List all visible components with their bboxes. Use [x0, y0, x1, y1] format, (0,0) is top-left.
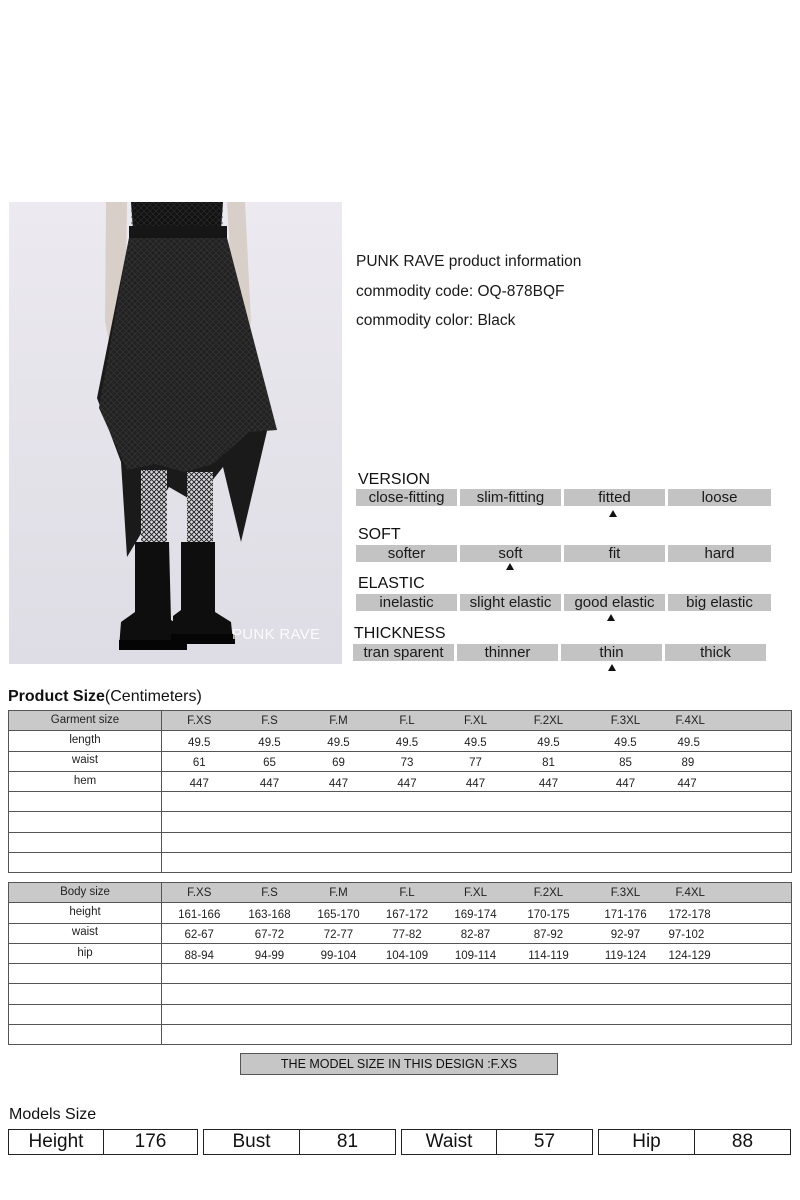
model-hip-label: Hip	[599, 1130, 695, 1154]
commodity-color-value: Black	[477, 312, 516, 329]
body-row-label: hip	[9, 943, 162, 963]
table-cell: 49.5	[512, 731, 586, 751]
table-row	[9, 943, 792, 963]
soft-option-fit: fit	[564, 545, 665, 562]
photo-watermark: PUNK RAVE	[232, 626, 321, 643]
table-cell: 49.5	[237, 731, 303, 751]
elastic-option-inelastic: inelastic	[356, 594, 457, 611]
empty-table-row	[9, 832, 792, 852]
table-cell: 99-104	[303, 943, 375, 963]
table-cell: 114-119	[512, 943, 586, 963]
model-bust-value: 81	[336, 1131, 359, 1152]
garment-row-label: hem	[9, 771, 162, 791]
commodity-code-value: OQ-878BQF	[477, 282, 565, 300]
table-cell: 447	[162, 771, 237, 791]
garment-size-col: F.M	[303, 711, 375, 731]
garment-header-row	[9, 711, 792, 731]
version-selected-marker	[609, 510, 617, 517]
body-size-col: F.3XL	[586, 883, 666, 903]
table-cell: 49.5	[303, 731, 375, 751]
product-size-unit: (Centimeters)	[104, 688, 202, 705]
garment-size-col: F.S	[237, 711, 303, 731]
table-cell: 447	[586, 771, 666, 791]
model-hip-value: 88	[731, 1131, 754, 1152]
table-cell: 172-178	[666, 903, 792, 923]
version-option-loose: loose	[668, 489, 771, 506]
table-cell: 85	[586, 751, 666, 771]
thickness-option-thick: thick	[665, 644, 766, 661]
table-cell: 170-175	[512, 903, 586, 923]
table-cell: 49.5	[666, 731, 792, 751]
body-size-col: F.XS	[162, 883, 237, 903]
table-cell: 49.5	[162, 731, 237, 751]
body-size-col: F.L	[375, 883, 440, 903]
commodity-code-label: commodity code:	[356, 282, 478, 300]
table-cell: 72-77	[303, 923, 375, 943]
table-cell: 169-174	[440, 903, 512, 923]
table-cell: 77-82	[375, 923, 440, 943]
garment-row-label: length	[9, 731, 162, 751]
garment-size-col: F.L	[375, 711, 440, 731]
body-header-row	[9, 883, 792, 903]
garment-size-header: Garment size	[9, 711, 162, 731]
thickness-option-thin: thin	[561, 644, 662, 661]
product-photo	[9, 202, 342, 664]
table-cell: 447	[440, 771, 512, 791]
table-cell: 62-67	[162, 923, 237, 943]
commodity-color-label: commodity color:	[356, 312, 478, 329]
model-height-value: 176	[134, 1131, 167, 1152]
table-cell: 165-170	[303, 903, 375, 923]
table-cell: 49.5	[586, 731, 666, 751]
model-waist-value: 57	[533, 1131, 556, 1152]
empty-table-row	[9, 853, 792, 873]
body-size-col: F.M	[303, 883, 375, 903]
body-size-header: Body size	[9, 883, 162, 903]
thickness-selected-marker	[608, 664, 616, 671]
empty-table-row	[9, 964, 792, 984]
model-bust-box	[203, 1129, 396, 1155]
version-option-slim-fitting: slim-fitting	[460, 489, 561, 506]
model-height-label: Height	[9, 1130, 104, 1154]
table-cell: 49.5	[440, 731, 512, 751]
table-cell: 81	[512, 751, 586, 771]
version-option-fitted: fitted	[564, 489, 665, 506]
soft-option-hard: hard	[668, 545, 771, 562]
product-size-title	[8, 688, 202, 706]
table-cell: 49.5	[375, 731, 440, 751]
body-size-col: F.2XL	[512, 883, 586, 903]
models-size-title: Models Size	[9, 1106, 97, 1123]
empty-table-row	[9, 1004, 792, 1024]
model-height-box	[8, 1129, 198, 1155]
soft-option-softer: softer	[356, 545, 457, 562]
garment-row-label: waist	[9, 751, 162, 771]
empty-table-row	[9, 984, 792, 1004]
table-cell: 94-99	[237, 943, 303, 963]
thickness-option-thinner: thinner	[457, 644, 558, 661]
table-row	[9, 923, 792, 943]
product-size-label: Product Size	[8, 688, 105, 705]
version-option-close-fitting: close-fitting	[356, 489, 457, 506]
model-bust-label: Bust	[204, 1130, 300, 1154]
table-cell: 447	[303, 771, 375, 791]
skirt-model-illustration	[9, 202, 342, 664]
table-cell: 61	[162, 751, 237, 771]
commodity-code-line	[356, 277, 581, 307]
table-row	[9, 903, 792, 923]
table-cell: 77	[440, 751, 512, 771]
garment-size-col: F.XL	[440, 711, 512, 731]
empty-table-row	[9, 792, 792, 812]
table-cell: 167-172	[375, 903, 440, 923]
table-cell: 104-109	[375, 943, 440, 963]
table-cell: 69	[303, 751, 375, 771]
commodity-color-line	[356, 306, 581, 336]
model-waist-label: Waist	[402, 1130, 497, 1154]
table-cell: 67-72	[237, 923, 303, 943]
thickness-title: THICKNESS	[354, 625, 446, 642]
table-cell: 97-102	[666, 923, 792, 943]
table-cell: 89	[666, 751, 792, 771]
body-size-table	[8, 882, 792, 1045]
elastic-title: ELASTIC	[358, 575, 425, 592]
body-size-col: F.4XL	[666, 883, 792, 903]
table-cell: 82-87	[440, 923, 512, 943]
elastic-option-good-elastic: good elastic	[564, 594, 665, 611]
table-row	[9, 751, 792, 771]
table-row	[9, 771, 792, 791]
version-title: VERSION	[358, 471, 431, 488]
table-cell: 447	[512, 771, 586, 791]
table-cell: 65	[237, 751, 303, 771]
soft-title: SOFT	[358, 526, 401, 543]
elastic-option-big-elastic: big elastic	[668, 594, 771, 611]
elastic-selected-marker	[607, 614, 615, 621]
garment-size-col: F.3XL	[586, 711, 666, 731]
garment-size-col: F.4XL	[666, 711, 792, 731]
table-cell: 447	[237, 771, 303, 791]
table-cell: 124-129	[666, 943, 792, 963]
model-size-banner: THE MODEL SIZE IN THIS DESIGN :F.XS	[240, 1053, 558, 1075]
table-cell: 447	[375, 771, 440, 791]
soft-selected-marker	[506, 563, 514, 570]
table-cell: 92-97	[586, 923, 666, 943]
empty-table-row	[9, 1025, 792, 1045]
body-size-col: F.XL	[440, 883, 512, 903]
table-cell: 163-168	[237, 903, 303, 923]
body-row-label: height	[9, 903, 162, 923]
elastic-option-slight-elastic: slight elastic	[460, 594, 561, 611]
table-cell: 171-176	[586, 903, 666, 923]
table-cell: 119-124	[586, 943, 666, 963]
table-cell: 73	[375, 751, 440, 771]
product-info-heading: PUNK RAVE product information	[356, 253, 582, 270]
table-cell: 87-92	[512, 923, 586, 943]
empty-table-row	[9, 812, 792, 832]
table-cell: 109-114	[440, 943, 512, 963]
table-cell: 161-166	[162, 903, 237, 923]
garment-size-table	[8, 710, 792, 873]
model-hip-box	[598, 1129, 791, 1155]
table-row	[9, 731, 792, 751]
model-waist-box	[401, 1129, 593, 1155]
table-cell: 447	[666, 771, 792, 791]
soft-option-soft: soft	[460, 545, 561, 562]
garment-size-col: F.XS	[162, 711, 237, 731]
garment-size-col: F.2XL	[512, 711, 586, 731]
body-size-col: F.S	[237, 883, 303, 903]
body-row-label: waist	[9, 923, 162, 943]
table-cell: 88-94	[162, 943, 237, 963]
product-info	[356, 247, 581, 336]
thickness-option-transparent: tran sparent	[353, 644, 454, 661]
